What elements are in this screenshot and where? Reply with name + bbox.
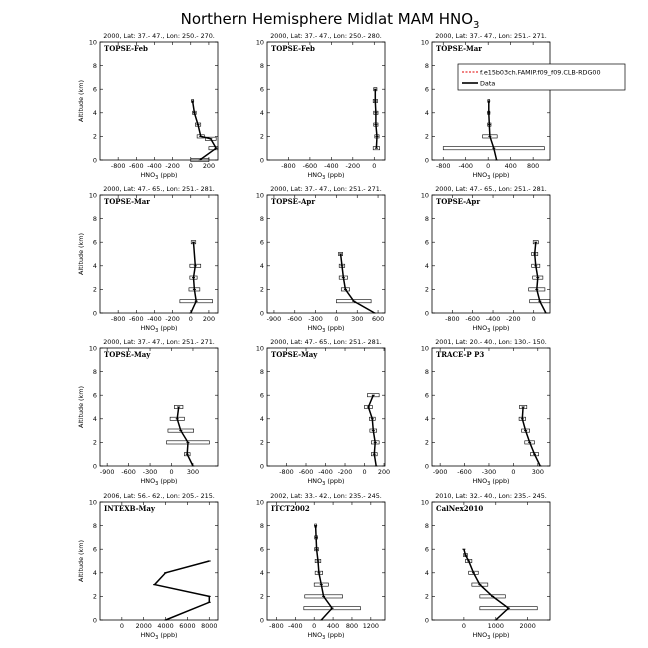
legend-label: f.e15b03ch.FAMIP.f09_f09.CLB-RDG00	[480, 68, 601, 77]
x-tick-label: 0	[531, 315, 536, 323]
y-tick-label: 8	[259, 367, 264, 376]
panel-header: 2000, Lat: 37.- 47., Lon: 251.- 271.	[103, 338, 215, 346]
x-tick-label: -900	[266, 315, 282, 323]
y-tick-label: 4	[92, 109, 97, 118]
y-tick-label: 6	[92, 238, 97, 247]
panel-3	[421, 32, 550, 181]
x-tick-label: -800	[445, 315, 460, 323]
panel-label: TOPSE-May	[104, 350, 151, 359]
data-line	[522, 407, 540, 466]
panel-9	[421, 338, 550, 487]
panel-label: TOPSE-Apr	[271, 197, 316, 206]
x-tick-label: 0	[188, 162, 193, 170]
y-tick-label: 2	[259, 592, 264, 601]
y-tick-label: 4	[259, 569, 264, 578]
panel-header: 2006, Lat: 56.- 62., Lon: 205.- 215.	[103, 492, 215, 500]
panel-11	[256, 492, 385, 641]
x-tick-label: -800	[269, 622, 284, 630]
panel-header: 2001, Lat: 20.- 40., Lon: 130.- 150.	[435, 338, 547, 346]
panel-label: TOPSE-Mar	[436, 44, 482, 53]
panel-label: TOPSE-Apr	[436, 197, 481, 206]
panel-label: TOPSE-Mar	[104, 197, 150, 206]
y-tick-label: 2	[92, 285, 97, 294]
panel-label: TOPSE-May	[271, 350, 318, 359]
x-axis-label: $HNO_3$ (ppb)	[472, 324, 510, 334]
y-tick-label: 10	[88, 191, 97, 200]
x-axis-label: $HNO_3$ (ppb)	[472, 477, 510, 487]
x-tick-label: 800	[527, 162, 540, 170]
y-axis-label: Altitude (km)	[77, 386, 85, 428]
panel-header: 2000, Lat: 37.- 47., Lon: 250.- 280.	[270, 32, 382, 40]
x-tick-label: -600	[287, 315, 303, 323]
y-tick-label: 0	[259, 156, 264, 165]
y-tick-label: 10	[88, 498, 97, 507]
panel-header: 2010, Lat: 32.- 40., Lon: 235.- 245.	[435, 492, 547, 500]
y-tick-label: 4	[424, 415, 429, 424]
x-tick-label: 2000	[519, 622, 536, 630]
y-tick-label: 0	[92, 156, 97, 165]
y-tick-label: 4	[424, 109, 429, 118]
y-tick-label: 4	[92, 569, 97, 578]
data-line	[375, 89, 377, 148]
panel-header: 2002, Lat: 33.- 42., Lon: 235.- 245.	[270, 492, 382, 500]
x-tick-label: -400	[318, 468, 333, 476]
x-tick-label: 0	[461, 622, 466, 630]
panel-header: 2000, Lat: 37.- 47., Lon: 251.- 271.	[270, 185, 382, 193]
panel-frame	[267, 42, 385, 160]
y-tick-label: 2	[424, 592, 429, 601]
y-tick-label: 10	[88, 38, 97, 47]
x-tick-label: -600	[298, 468, 314, 476]
panel-label: CalNex2010	[436, 504, 484, 513]
x-tick-label: 0	[312, 622, 317, 630]
y-tick-label: 6	[92, 85, 97, 94]
panel-header: 2000, Lat: 47.- 65., Lon: 251.- 281.	[270, 338, 382, 346]
panel-5	[256, 185, 385, 334]
x-tick-label: -200	[345, 162, 361, 170]
y-tick-label: 8	[259, 214, 264, 223]
x-tick-label: 400	[326, 622, 340, 630]
y-tick-label: 8	[424, 521, 429, 530]
x-tick-label: 800	[345, 622, 359, 630]
y-tick-label: 4	[259, 109, 264, 118]
y-tick-label: 10	[420, 38, 429, 47]
x-axis-label: $HNO_3$ (ppb)	[472, 171, 510, 181]
y-tick-label: 2	[259, 438, 264, 447]
x-tick-label: -800	[110, 162, 126, 170]
y-tick-label: 2	[259, 132, 264, 141]
x-tick-label: 300	[351, 315, 364, 323]
y-tick-label: 6	[424, 545, 429, 554]
y-tick-label: 4	[92, 262, 97, 271]
data-line	[464, 549, 509, 620]
y-tick-label: 0	[424, 462, 429, 471]
data-line	[489, 101, 497, 160]
y-tick-label: 4	[259, 415, 264, 424]
x-tick-label: -300	[142, 468, 158, 476]
panel-frame	[432, 195, 550, 313]
y-tick-label: 2	[424, 438, 429, 447]
panel-frame	[100, 195, 218, 313]
y-tick-label: 10	[420, 191, 429, 200]
x-tick-label: -600	[302, 162, 318, 170]
x-tick-label: -400	[147, 162, 162, 170]
x-axis-label: $HNO_3$ (ppb)	[140, 477, 178, 487]
x-tick-label: 0	[362, 468, 367, 476]
panel-header: 2000, Lat: 47.- 65., Lon: 251.- 281.	[103, 185, 215, 193]
panel-label: TOPSE-Feb	[271, 44, 315, 53]
y-tick-label: 0	[259, 616, 264, 625]
y-tick-label: 8	[92, 521, 97, 530]
y-tick-label: 0	[92, 462, 97, 471]
x-tick-label: -400	[147, 315, 162, 323]
y-tick-label: 8	[424, 214, 429, 223]
x-tick-label: -800	[435, 162, 451, 170]
data-line	[341, 254, 375, 313]
y-tick-label: 6	[424, 238, 429, 247]
x-tick-label: 0	[119, 622, 124, 630]
y-tick-label: 8	[424, 61, 429, 70]
y-tick-label: 2	[92, 592, 97, 601]
y-tick-label: 8	[92, 367, 97, 376]
x-tick-label: -300	[481, 468, 497, 476]
y-axis-label: Altitude (km)	[77, 233, 85, 275]
panel-frame	[100, 502, 218, 620]
x-tick-label: -200	[165, 315, 180, 323]
x-tick-label: 6000	[179, 622, 196, 630]
panel-1	[77, 32, 218, 181]
x-tick-label: 300	[186, 468, 200, 476]
y-tick-label: 10	[420, 344, 429, 353]
x-tick-label: 0	[511, 468, 516, 476]
panel-frame	[100, 348, 218, 466]
y-tick-label: 6	[259, 545, 264, 554]
panel-label: ITCT2002	[271, 504, 310, 513]
x-tick-label: -600	[465, 315, 480, 323]
x-tick-label: -600	[457, 468, 472, 476]
y-tick-label: 0	[424, 309, 429, 318]
x-tick-label: 0	[169, 468, 174, 476]
x-tick-label: -300	[308, 315, 323, 323]
x-tick-label: -400	[458, 162, 473, 170]
y-tick-label: 6	[259, 238, 264, 247]
panel-7	[77, 338, 218, 487]
y-tick-label: 10	[420, 498, 429, 507]
panel-frame	[100, 42, 218, 160]
y-tick-label: 6	[424, 391, 429, 400]
panel-label: TOPSE-Feb	[104, 44, 148, 53]
data-line	[155, 561, 210, 620]
y-tick-label: 2	[424, 132, 429, 141]
y-tick-label: 6	[259, 391, 264, 400]
x-axis-label: $HNO_3$ (ppb)	[307, 631, 345, 641]
y-tick-label: 10	[255, 498, 264, 507]
panel-header: 2000, Lat: 37.- 47., Lon: 251.- 271.	[435, 32, 547, 40]
x-tick-label: 4000	[157, 622, 174, 630]
x-tick-label: 1200	[362, 622, 379, 630]
x-axis-label: $HNO_3$ (ppb)	[140, 631, 178, 641]
x-tick-label: -600	[129, 315, 144, 323]
figure-title: Northern Hemisphere Midlat MAM $HNO_3$	[180, 10, 480, 31]
y-tick-label: 8	[92, 214, 97, 223]
y-tick-label: 0	[259, 462, 264, 471]
y-tick-label: 8	[92, 61, 97, 70]
y-tick-label: 10	[255, 344, 264, 353]
y-tick-label: 6	[259, 85, 264, 94]
x-tick-label: 200	[202, 162, 216, 170]
panel-label: INTEXB-May	[104, 504, 155, 513]
panel-8	[256, 338, 390, 487]
x-tick-label: 8000	[201, 622, 218, 630]
x-tick-label: 600	[371, 315, 385, 323]
data-line	[193, 101, 217, 160]
y-tick-label: 0	[424, 616, 429, 625]
x-tick-label: 0	[372, 162, 377, 170]
x-tick-label: -400	[485, 315, 501, 323]
y-tick-label: 8	[259, 521, 264, 530]
y-tick-label: 10	[88, 344, 97, 353]
x-tick-label: -800	[281, 162, 296, 170]
y-tick-label: 4	[259, 262, 264, 271]
data-line	[177, 407, 193, 466]
y-tick-label: 2	[424, 285, 429, 294]
x-tick-label: 200	[377, 468, 391, 476]
x-tick-label: -800	[110, 315, 126, 323]
y-tick-label: 2	[259, 285, 264, 294]
y-tick-label: 4	[424, 569, 429, 578]
x-tick-label: -200	[165, 162, 180, 170]
x-tick-label: -200	[506, 315, 521, 323]
x-tick-label: 200	[202, 315, 216, 323]
y-axis-label: Altitude (km)	[77, 80, 85, 122]
panel-frame	[267, 502, 385, 620]
y-tick-label: 2	[92, 132, 97, 141]
y-tick-label: 10	[255, 38, 264, 47]
x-axis-label: $HNO_3$ (ppb)	[307, 477, 345, 487]
panel-6	[421, 185, 550, 334]
y-axis-label: Altitude (km)	[77, 540, 85, 582]
x-axis-label: $HNO_3$ (ppb)	[307, 171, 345, 181]
x-tick-label: -400	[324, 162, 339, 170]
x-tick-label: -200	[337, 468, 353, 476]
x-tick-label: -400	[288, 622, 303, 630]
y-tick-label: 0	[259, 309, 264, 318]
panel-header: 2000, Lat: 47.- 65., Lon: 251.- 281.	[435, 185, 547, 193]
legend	[458, 64, 625, 90]
x-tick-label: -800	[279, 468, 294, 476]
panel-2	[256, 32, 385, 181]
x-tick-label: -900	[99, 468, 115, 476]
y-tick-label: 4	[92, 415, 97, 424]
x-tick-label: -600	[129, 162, 144, 170]
x-axis-label: $HNO_3$ (ppb)	[140, 324, 178, 334]
y-tick-label: 0	[92, 309, 97, 318]
y-tick-label: 4	[424, 262, 429, 271]
legend-label: Data	[480, 79, 496, 88]
y-tick-label: 6	[92, 545, 97, 554]
y-tick-label: 6	[424, 85, 429, 94]
x-axis-label: $HNO_3$ (ppb)	[307, 324, 345, 334]
panel-frame	[432, 42, 550, 160]
panel-header: 2000, Lat: 37.- 47., Lon: 250.- 270.	[103, 32, 215, 40]
x-tick-label: 0	[486, 162, 491, 170]
x-tick-label: -600	[121, 468, 136, 476]
panel-10	[77, 492, 218, 641]
y-tick-label: 10	[255, 191, 264, 200]
y-tick-label: 0	[424, 156, 429, 165]
panel-label: TRACE-P P3	[436, 350, 485, 359]
panel-frame	[432, 502, 550, 620]
x-tick-label: 0	[188, 315, 193, 323]
x-axis-label: $HNO_3$ (ppb)	[140, 171, 178, 181]
y-tick-label: 0	[92, 616, 97, 625]
y-tick-label: 8	[259, 61, 264, 70]
y-tick-label: 6	[92, 391, 97, 400]
y-tick-label: 2	[92, 438, 97, 447]
y-tick-label: 8	[424, 367, 429, 376]
panel-4	[77, 185, 218, 334]
x-tick-label: 400	[504, 162, 517, 170]
x-tick-label: -900	[432, 468, 448, 476]
x-tick-label: 0	[334, 315, 339, 323]
panel-grid	[77, 32, 550, 641]
x-tick-label: 300	[531, 468, 544, 476]
x-axis-label: $HNO_3$ (ppb)	[472, 631, 510, 641]
panel-12	[421, 492, 550, 641]
x-tick-label: 1000	[487, 622, 504, 630]
x-tick-label: 2000	[135, 622, 152, 630]
panel-frame	[267, 195, 385, 313]
